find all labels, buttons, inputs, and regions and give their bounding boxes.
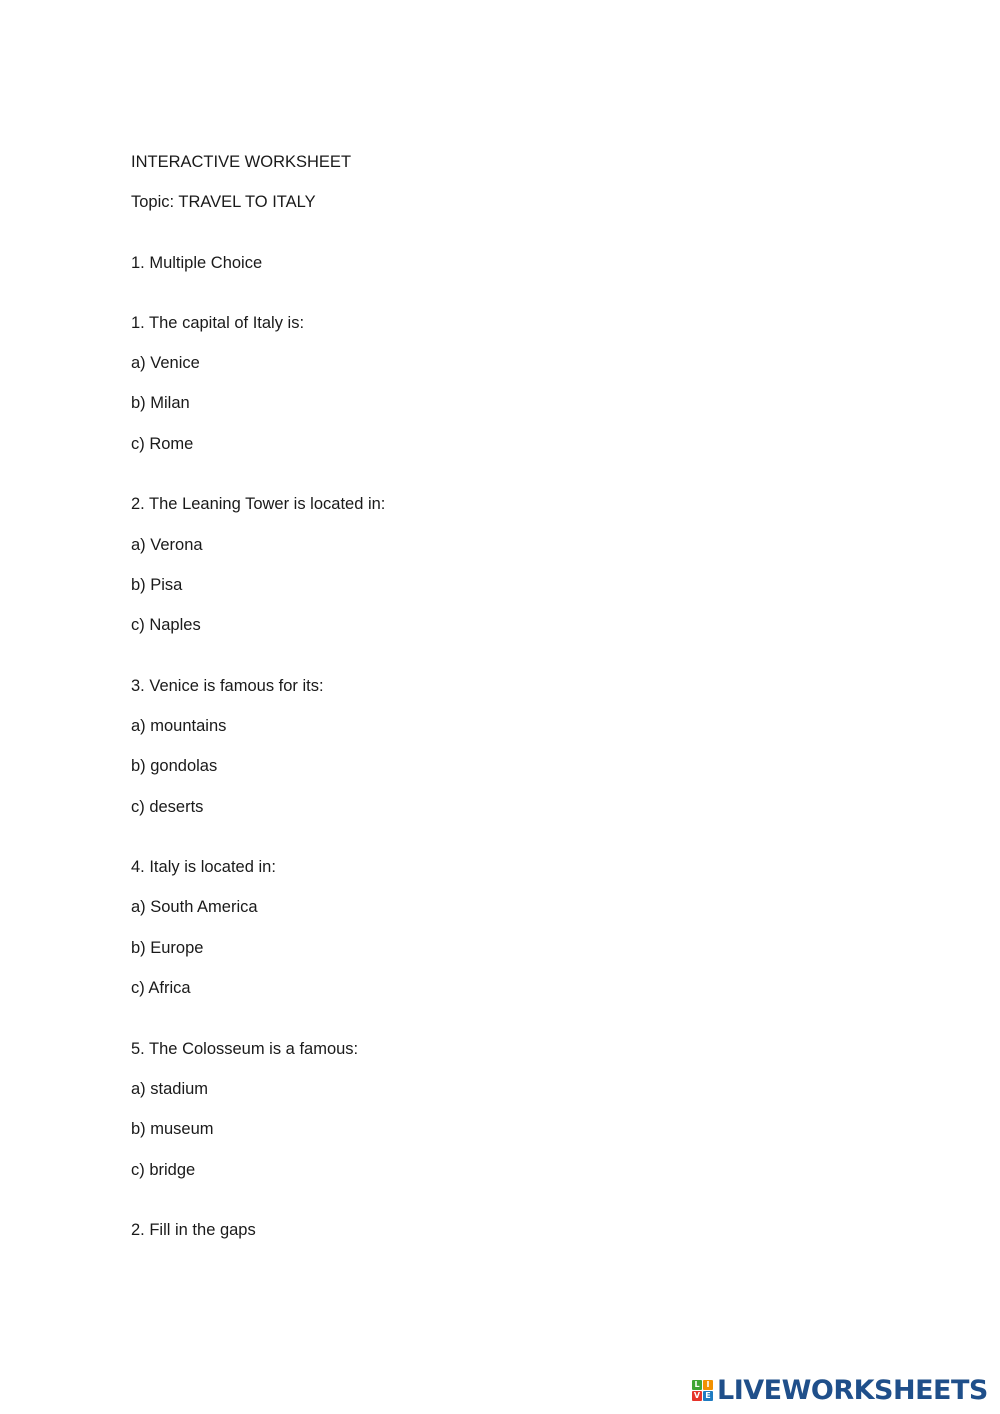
question-2-option-b[interactable]: b) Pisa [131, 576, 183, 594]
question-1-option-c[interactable]: c) Rome [131, 435, 194, 453]
logo-mark-v: V [693, 1391, 701, 1400]
question-4: 4. Italy is located in: [131, 858, 276, 876]
logo-mark-l: L [692, 1380, 702, 1390]
liveworksheets-logo-icon [692, 1380, 714, 1402]
worksheet-topic: Topic: TRAVEL TO ITALY [131, 193, 316, 211]
question-1-option-b[interactable]: b) Milan [131, 394, 190, 412]
question-5-option-b[interactable]: b) museum [131, 1120, 214, 1138]
question-1-option-a[interactable]: a) Venice [131, 354, 200, 372]
question-3-option-a[interactable]: a) mountains [131, 717, 227, 735]
question-4-option-a[interactable]: a) South America [131, 898, 258, 916]
question-5: 5. The Colosseum is a famous: [131, 1040, 359, 1058]
worksheet-title: INTERACTIVE WORKSHEET [131, 153, 352, 171]
liveworksheets-logo-text: LIVEWORKSHEETS [717, 1375, 988, 1406]
question-5-option-c[interactable]: c) bridge [131, 1161, 196, 1179]
question-4-option-b[interactable]: b) Europe [131, 939, 204, 957]
section-title-fill-gaps: 2. Fill in the gaps [131, 1221, 256, 1239]
question-2-option-c[interactable]: c) Naples [131, 616, 201, 634]
section-title-multiple-choice: 1. Multiple Choice [131, 254, 263, 272]
question-2-option-a[interactable]: a) Verona [131, 536, 203, 554]
question-3: 3. Venice is famous for its: [131, 677, 324, 695]
question-5-option-a[interactable]: a) stadium [131, 1080, 209, 1098]
liveworksheets-logo [692, 1374, 988, 1408]
logo-mark-i: I [703, 1380, 713, 1390]
logo-mark-e: E [703, 1391, 713, 1401]
question-3-option-c[interactable]: c) deserts [131, 798, 204, 816]
question-3-option-b[interactable]: b) gondolas [131, 757, 218, 775]
question-4-option-c[interactable]: c) Africa [131, 979, 191, 997]
question-1: 1. The capital of Italy is: [131, 314, 305, 332]
question-2: 2. The Leaning Tower is located in: [131, 495, 386, 513]
